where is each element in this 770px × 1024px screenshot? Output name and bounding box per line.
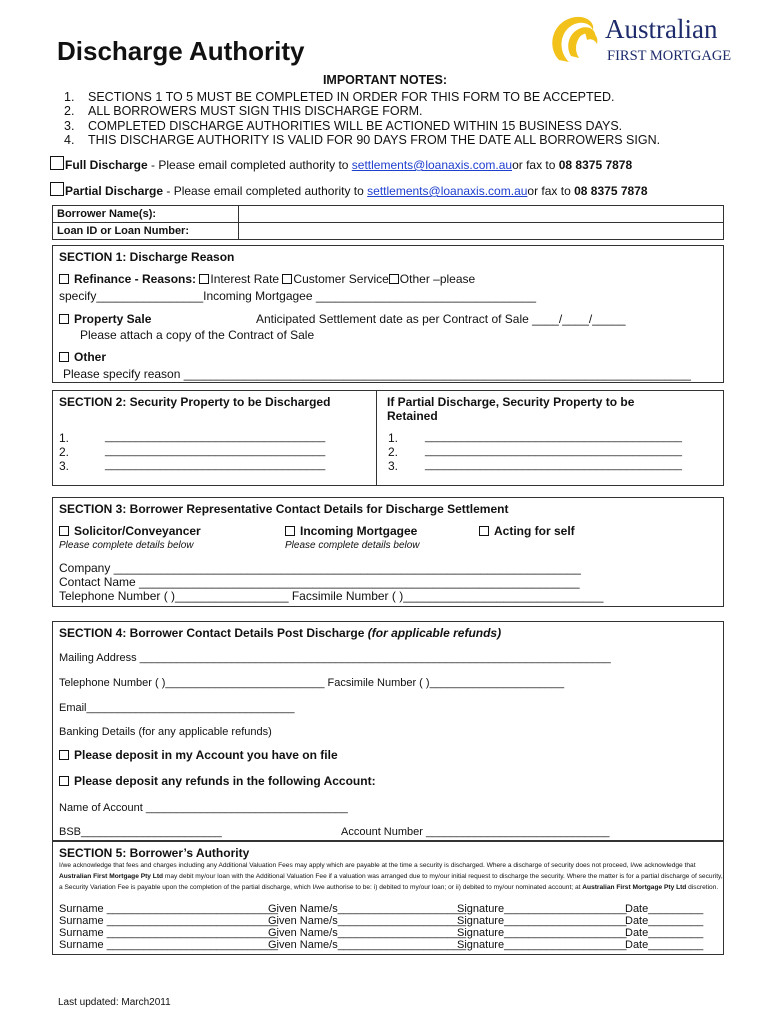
contact-name-field[interactable]: Contact Name __________________________________________________________________ <box>59 575 580 589</box>
customer-service-checkbox[interactable] <box>282 274 292 284</box>
notes-heading: IMPORTANT NOTES: <box>322 73 448 87</box>
surname-field[interactable]: Surname ____________________________ <box>59 915 278 927</box>
section-4 <box>52 621 724 841</box>
full-discharge-checkbox[interactable] <box>50 156 64 170</box>
note-item: 4. THIS DISCHARGE AUTHORITY IS VALID FOR 90 DAYS FROM THE DATE ALL BORROWERS SIGN. <box>64 133 661 148</box>
section-2-retained-heading-2: Retained <box>387 409 438 423</box>
specify-reason-field[interactable]: Please specify reason ____________________________________________________________________________ <box>63 367 691 381</box>
solicitor-option: Solicitor/Conveyancer <box>59 524 201 538</box>
solicitor-checkbox[interactable] <box>59 526 69 536</box>
property-num: 2. <box>388 445 399 459</box>
full-discharge-row: Full Discharge - Please email completed authority to settlements@loanaxis.com.auor fax to 08 8375 7878 <box>50 156 632 172</box>
banking-details-label: Banking Details (for any applicable refunds) <box>59 726 272 738</box>
signature-field[interactable]: Signature____________________ <box>457 927 627 939</box>
surname-field[interactable]: Surname ____________________________ <box>59 927 278 939</box>
refinance-row: Refinance - Reasons: Interest Rate Customer Service Other –please <box>59 272 475 286</box>
acting-for-self-option: Acting for self <box>479 524 575 538</box>
property-num: 1. <box>388 431 399 445</box>
page-title: Discharge Authority <box>57 36 305 66</box>
note-item: 2. ALL BORROWERS MUST SIGN THIS DISCHARGE FORM. <box>64 104 423 119</box>
section-1-heading: SECTION 1: Discharge Reason <box>59 250 235 264</box>
borrower-table <box>52 205 724 240</box>
section-4-heading: SECTION 4: Borrower Contact Details Post Discharge (for applicable refunds) <box>59 626 502 640</box>
section-1 <box>52 245 724 383</box>
section-3-heading: SECTION 3: Borrower Representative Contact Details for Discharge Settlement <box>59 502 509 516</box>
refinance-checkbox[interactable] <box>59 274 69 284</box>
given-name-field[interactable]: Given Name/s_____________________ <box>268 915 467 927</box>
other-row: Other <box>59 350 106 364</box>
email-field[interactable]: Email__________________________________ <box>59 702 295 714</box>
authority-text-3: a Security Variation Fee is payable upon the completion of the partial discharge, which I/we authorise to be: i) debited to my/our loan; or ii) debited to my/our nominated account; at Australian First Mortgage Pty Ltd discretion. <box>59 884 719 891</box>
date-field[interactable]: Date_________ <box>625 903 704 915</box>
svg-text:Australian: Australian <box>605 14 718 44</box>
date-field[interactable]: Date_________ <box>625 927 704 939</box>
loan-id-label: Loan ID or Loan Number: <box>53 223 239 240</box>
surname-field[interactable]: Surname ____________________________ <box>59 939 278 951</box>
incoming-mortgagee-checkbox[interactable] <box>285 526 295 536</box>
email-link[interactable]: settlements@loanaxis.com.au <box>367 184 528 198</box>
surname-field[interactable]: Surname ____________________________ <box>59 903 278 915</box>
signature-field[interactable]: Signature____________________ <box>457 915 627 927</box>
section-2-heading: SECTION 2: Security Property to be Discharged <box>59 395 331 409</box>
last-updated: Last updated: March2011 <box>58 997 171 1008</box>
property-discharge-field[interactable]: ____________________________________ <box>105 431 326 443</box>
settlement-date-field[interactable]: Anticipated Settlement date as per Contract of Sale ____/____/_____ <box>256 312 626 326</box>
bsb-field[interactable]: BSB_______________________ <box>59 826 222 838</box>
other-checkbox[interactable] <box>59 352 69 362</box>
company-field[interactable]: Company ______________________________________________________________________ <box>59 561 581 575</box>
given-name-field[interactable]: Given Name/s_____________________ <box>268 903 467 915</box>
section-5 <box>52 841 724 955</box>
section-2-divider <box>376 391 377 485</box>
notes-list <box>64 90 660 148</box>
incoming-mortgagee-option: Incoming Mortgagee <box>285 524 417 538</box>
email-link[interactable]: settlements@loanaxis.com.au <box>351 158 513 172</box>
given-name-field[interactable]: Given Name/s_____________________ <box>268 939 467 951</box>
signature-field[interactable]: Signature____________________ <box>457 903 627 915</box>
property-num: 2. <box>59 445 70 459</box>
date-field[interactable]: Date_________ <box>625 915 704 927</box>
attach-contract-note: Please attach a copy of the Contract of Sale <box>80 328 315 342</box>
deposit-following-checkbox[interactable] <box>59 776 69 786</box>
svg-text:FIRST MORTGAGE: FIRST MORTGAGE <box>607 48 732 64</box>
date-field[interactable]: Date_________ <box>625 939 704 951</box>
section-3 <box>52 497 724 607</box>
account-number-field[interactable]: Account Number ______________________________ <box>341 826 610 838</box>
property-num: 3. <box>59 459 70 473</box>
signature-field[interactable]: Signature____________________ <box>457 939 627 951</box>
authority-text-2: Australian First Mortgage Pty Ltd may debit my/our loan with the Additional Valuation Fee if a valuation was arranged due to my/our initial request to discharge the security. Where the matter is for a partial discharge of security, <box>59 873 723 880</box>
partial-discharge-row: Partial Discharge - Please email completed authority to settlements@loanaxis.com.auor fax to 08 8375 7878 <box>50 182 648 198</box>
section-5-heading: SECTION 5: Borrower’s Authority <box>59 846 250 860</box>
property-sale-checkbox[interactable] <box>59 314 69 324</box>
account-name-field[interactable]: Name of Account _________________________________ <box>59 802 348 814</box>
borrower-names-label: Borrower Name(s): <box>53 206 239 223</box>
authority-text-1: I/we acknowledge that fees and charges including any Additional Valuation Fees may apply which are payable at the time a security is discharged. Where a discharge of security does not proceed, I/we acknowledge that <box>59 862 696 869</box>
property-retained-field[interactable]: __________________________________________ <box>425 459 682 471</box>
interest-rate-checkbox[interactable] <box>199 274 209 284</box>
borrower-names-field[interactable] <box>239 206 724 223</box>
deposit-following-option: Please deposit any refunds in the following Account: <box>59 774 376 788</box>
post-phone-fax-field[interactable]: Telephone Number ( )__________________________ Facsimile Number ( )______________________ <box>59 677 565 689</box>
section-2 <box>52 390 724 486</box>
given-name-field[interactable]: Given Name/s_____________________ <box>268 927 467 939</box>
property-retained-field[interactable]: __________________________________________ <box>425 445 682 457</box>
property-num: 1. <box>59 431 70 445</box>
specify-line[interactable]: specify________________Incoming Mortgagee _________________________________ <box>59 289 537 303</box>
mailing-address-field[interactable]: Mailing Address _____________________________________________________________________________ <box>59 652 611 664</box>
loan-id-field[interactable] <box>239 223 724 240</box>
property-sale-row: Property Sale <box>59 312 151 326</box>
section-2-retained-heading: If Partial Discharge, Security Property to be <box>387 395 635 409</box>
note-item: 3. COMPLETED DISCHARGE AUTHORITIES WILL BE ACTIONED WITHIN 15 BUSINESS DAYS. <box>64 118 623 133</box>
deposit-on-file-checkbox[interactable] <box>59 750 69 760</box>
deposit-on-file-option: Please deposit in my Account you have on file <box>59 748 338 762</box>
property-discharge-field[interactable]: ____________________________________ <box>105 445 326 457</box>
property-retained-field[interactable]: __________________________________________ <box>425 431 682 443</box>
acting-for-self-checkbox[interactable] <box>479 526 489 536</box>
solicitor-hint: Please complete details below <box>59 540 194 551</box>
property-num: 3. <box>388 459 399 473</box>
partial-discharge-checkbox[interactable] <box>50 182 64 196</box>
phone-fax-field[interactable]: Telephone Number ( )_________________ Facsimile Number ( )______________________________ <box>59 589 604 603</box>
logo-swirl-icon <box>545 10 745 70</box>
note-item: 1. SECTIONS 1 TO 5 MUST BE COMPLETED IN ORDER FOR THIS FORM TO BE ACCEPTED. <box>64 90 615 104</box>
other-reason-checkbox[interactable] <box>389 274 399 284</box>
property-discharge-field[interactable]: ____________________________________ <box>105 459 326 471</box>
company-logo <box>545 10 745 70</box>
mortgagee-hint: Please complete details below <box>285 540 420 551</box>
